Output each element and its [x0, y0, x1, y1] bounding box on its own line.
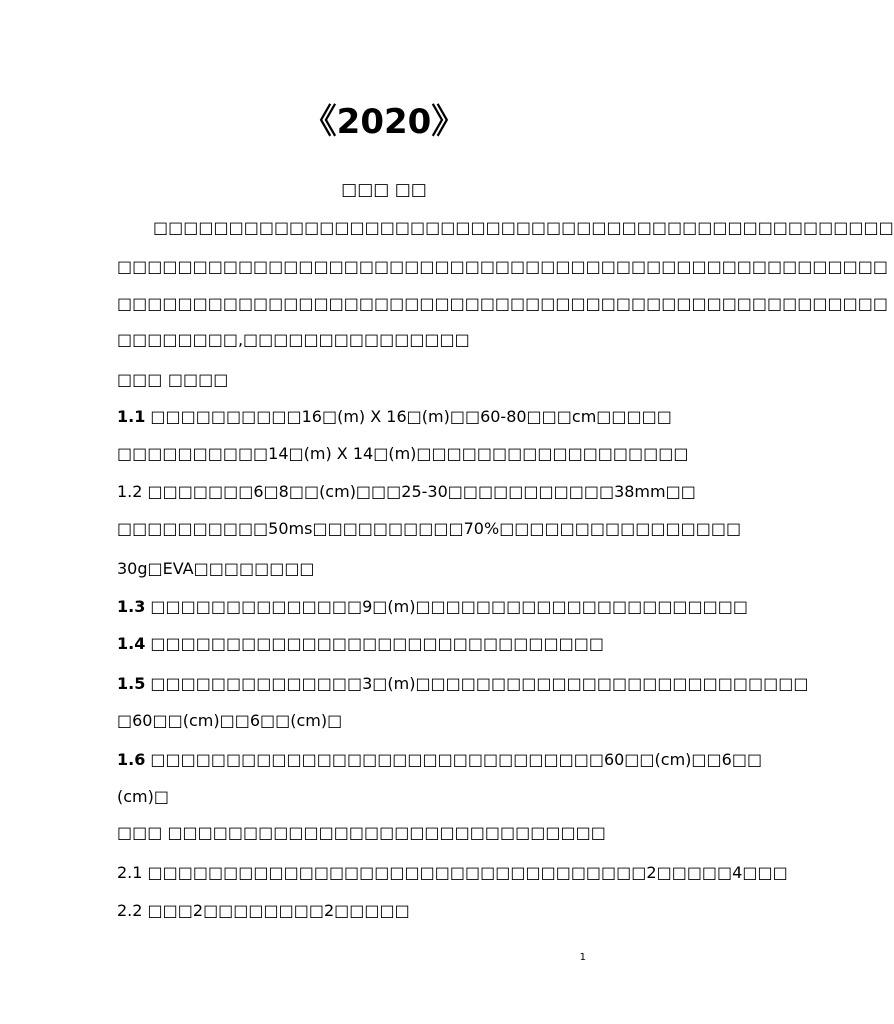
section-number: 1.1 [117, 407, 146, 426]
text-line [117, 518, 742, 540]
line-text: 2.2 □□□2□□□□□□□□2□□□□□ [117, 901, 410, 920]
text-line [117, 256, 888, 278]
section-number: 1.5 [117, 674, 146, 693]
line-text: 1.2 □□□□□□□6□8□□(cm)□□□25-30□□□□□□□□□□□38mm□□ [117, 482, 696, 501]
document-title: 《2020》 [302, 102, 466, 142]
line-text: □□□□□□□□□□□□□□□□□□□□□□□□□□□□□□□□□□□□□□□□□□□□□□□□□ [153, 218, 894, 237]
text-line [117, 293, 888, 315]
page-number: 1 [579, 952, 586, 963]
line-text: □□□□□□□□□□16□(m) X 16□(m)□□60-80□□□cm□□□□□ [145, 407, 672, 426]
text-line [117, 443, 689, 465]
text-line [117, 369, 657, 391]
line-text: □□□□□□□□□□50ms□□□□□□□□□□70%□□□□□□□□□□□□□□□□ [117, 519, 742, 538]
text-line [117, 558, 657, 580]
text-line [117, 633, 657, 655]
section-number: 1.3 [117, 597, 146, 616]
line-text: □60□□(cm)□□6□□(cm)□ [117, 711, 343, 730]
section-number: 1.4 [117, 634, 146, 653]
section-number: □□□ □□□□ [117, 370, 229, 389]
text-line [117, 710, 657, 732]
line-text: □□□□□□□□□□□□□□9□(m)□□□□□□□□□□□□□□□□□□□□□□ [145, 597, 749, 616]
line-text: □□□□□□□□□□□□□□3□(m)□□□□□□□□□□□□□□□□□□□□□□□□□□ [145, 674, 809, 693]
text-line [117, 900, 657, 922]
line-text: □□□□□□□□,□□□□□□□□□□□□□□□ [117, 330, 470, 349]
text-line [117, 329, 657, 351]
text-line [117, 862, 788, 884]
text-line [117, 822, 657, 844]
line-text: (cm)□ [117, 787, 169, 806]
text-line [117, 749, 763, 771]
text-line [117, 481, 696, 503]
line-text: □□□□□□□□□□□□□□□□□□□□□□□□□□□□□□ [145, 634, 604, 653]
line-text: 2.1 □□□□□□□□□□□□□□□□□□□□□□□□□□□□□□□□□2□□□□□4□□□ [117, 863, 788, 882]
text-line [117, 596, 749, 618]
text-line [117, 786, 657, 808]
line-text: □□□□□□□□□□□□□□□□□□□□□□□□□□□□□□□□□□□□□□□□□□□□□□□□□□□ [117, 257, 888, 276]
line-text: □□□□□□□□□□14□(m) X 14□(m)□□□□□□□□□□□□□□□□□□ [117, 444, 689, 463]
line-text: □□□□□□□□□□□□□□□□□□□□□□□□□□□□□□60□□(cm)□□6□□ [145, 750, 763, 769]
line-text: □□□ □□□□□□□□□□□□□□□□□□□□□□□□□□□□□ [117, 823, 606, 842]
document-subtitle: □□□ □□ [341, 180, 427, 200]
section-number: 1.6 [117, 750, 146, 769]
line-text: □□□□□□□□□□□□□□□□□□□□□□□□□□□□□□□□□□□□□□□□□□□□□□□□□□□ [117, 294, 888, 313]
text-line [117, 406, 672, 428]
text-line [117, 673, 809, 695]
text-line [117, 217, 894, 239]
line-text: 30g□EVA□□□□□□□□ [117, 559, 315, 578]
